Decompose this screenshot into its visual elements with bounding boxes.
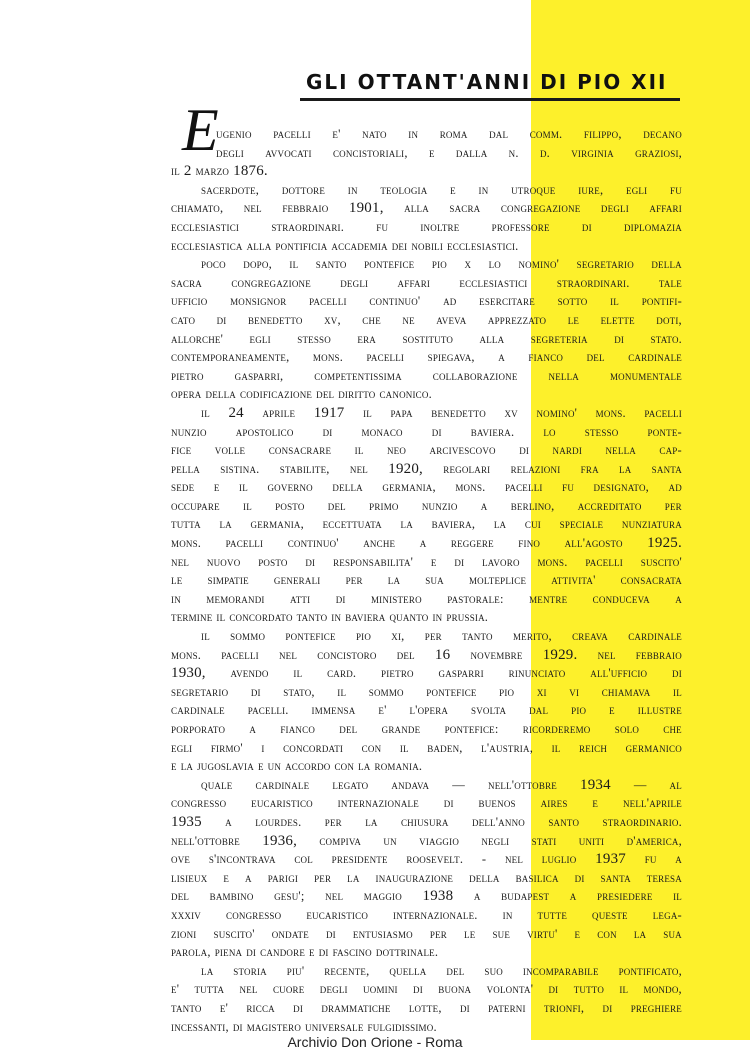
text-line: nunzio apostolico di monaco di baviera. lo stesso ponte- [171, 424, 682, 439]
text-line: il 24 aprile 1917 il papa benedetto xv nomino' mons. pacelli [201, 404, 682, 421]
text-line: opera della codificazione del diritto canonico. [171, 387, 432, 402]
title-underline [300, 98, 680, 101]
text-line: del bambino gesu'; nel maggio 1938 a budapest a presiedere il [171, 888, 682, 905]
text-line: ove s'incontrava col presidente roosevelt. - nel luglio 1937 fu a [171, 851, 682, 868]
text-line: congresso eucaristico internazionale di buenos aires e nell'aprile [171, 796, 682, 811]
text-line: ugenio pacelli e' nato in roma dal comm. filippo, decano [216, 127, 682, 141]
text-line: il 2 marzo 1876. [171, 163, 268, 180]
text-line: le simpatie generali per la sua molteplice attivita' consacrata [171, 573, 682, 588]
text-line: sede e il governo della germania, mons. pacelli fu designato, ad [171, 480, 682, 495]
text-line: la storia piu' recente, quella del suo incomparabile pontificato, [201, 963, 682, 978]
text-line: e la jugoslavia e un accordo con la romania. [171, 759, 423, 774]
text-line: allorche' egli stesso era sostituto alla segreteria di stato. [171, 331, 682, 346]
text-line: occupare il posto del primo nunzio a berlino, accreditato per [171, 498, 682, 513]
text-line: degli avvocati concistoriali, e dalla n. d. virginia graziosi, [216, 145, 682, 160]
text-line: lisieux e a parigi per la inaugurazione della basilica di santa teresa [171, 870, 682, 885]
text-line: ufficio monsignor pacelli continuo' ad esercitare sotto il pontifi- [171, 294, 682, 309]
text-line: e' tutta nel cuore degli uomini di buona volonta' di tutto il mondo, [171, 982, 682, 997]
text-line: mons. pacelli nel concistoro del 16 novembre 1929. nel febbraio [171, 646, 682, 663]
page-title: GLI OTTANT'ANNI DI PIO XII [306, 70, 668, 94]
text-line: nel nuovo posto di responsabilita' e di lavoro mons. pacelli suscito' [171, 554, 682, 569]
text-line: porporato a fianco del grande pontefice: ricorderemo solo che [171, 722, 682, 736]
text-line: sacerdote, dottore in teologia e in utroque iure, egli fu [201, 182, 682, 197]
article-body [171, 125, 682, 1036]
text-line: termine il concordato tanto in baviera quanto in prussia. [171, 610, 489, 625]
text-line: tutta la germania, eccettuata la baviera, la cui speciale nunziatura [171, 517, 682, 532]
text-line: segretario di stato, il sommo pontefice pio xi vi chiamava il [171, 684, 682, 699]
text-line: fice volle consacrare il neo arcivescovo di nardi nella cap- [171, 443, 682, 458]
text-line: quale cardinale legato andava — nell'ottobre 1934 — al [201, 776, 682, 793]
text-line: mons. pacelli continuo' anche a reggere fino all'agosto 1925. [171, 535, 682, 552]
drop-cap: E [182, 97, 219, 163]
text-line: cato di benedetto xv, che ne aveva apprezzato le elette doti, [171, 312, 682, 327]
text-line: pella sistina. stabilite, nel 1920, regolari relazioni fra la santa [171, 460, 682, 477]
text-line: ecclesiastici straordinari. fu inoltre professore di diplomazia [171, 219, 682, 234]
text-line: egli firmo' i concordati con il baden, l'austria, il reich germanico [171, 740, 682, 755]
text-line: nell'ottobre 1936, compiva un viaggio negli stati uniti d'america, [171, 832, 682, 849]
text-line: zioni suscito' ondate di entusiasmo per le sue virtu' e con la sua [171, 926, 682, 941]
text-line: il sommo pontefice pio xi, per tanto merito, creava cardinale [201, 629, 682, 644]
text-line: ecclesiastica alla pontificia accademia dei nobili ecclesiastici. [171, 238, 519, 253]
text-line: pietro gasparri, competentissima collaborazione nella monumentale [171, 368, 682, 383]
archive-caption: Archivio Don Orione - Roma [287, 1034, 463, 1050]
text-line: tanto e' ricca di drammatiche lotte, di paterni trionfi, di preghiere [171, 1000, 682, 1015]
text-line: 1930, avendo il card. pietro gasparri rinunciato all'ufficio di [171, 665, 682, 682]
text-line: parola, piena di candore e di fascino dottrinale. [171, 945, 439, 960]
text-line: contemporaneamente, mons. pacelli spiegava, a fianco del cardinale [171, 350, 682, 365]
text-line: 1935 a lourdes. per la chiusura dell'anno santo straordinario. [171, 813, 682, 830]
text-line: incessanti, di magistero universale fulgidissimo. [171, 1019, 437, 1034]
text-line: chiamato, nel febbraio 1901, alla sacra congregazione degli affari [171, 200, 682, 217]
text-line: xxxiv congresso eucaristico internazionale. in tutte queste lega- [171, 907, 682, 922]
text-line: poco dopo, il santo pontefice pio x lo nomino' segretario della [201, 257, 682, 272]
text-line: cardinale pacelli. immensa e' l'opera svolta dal pio e illustre [171, 703, 682, 718]
text-line: in memorandi atti di ministero pastorale: mentre conduceva a [171, 591, 682, 606]
text-line: sacra congregazione degli affari ecclesiastici straordinari. tale [171, 275, 682, 290]
